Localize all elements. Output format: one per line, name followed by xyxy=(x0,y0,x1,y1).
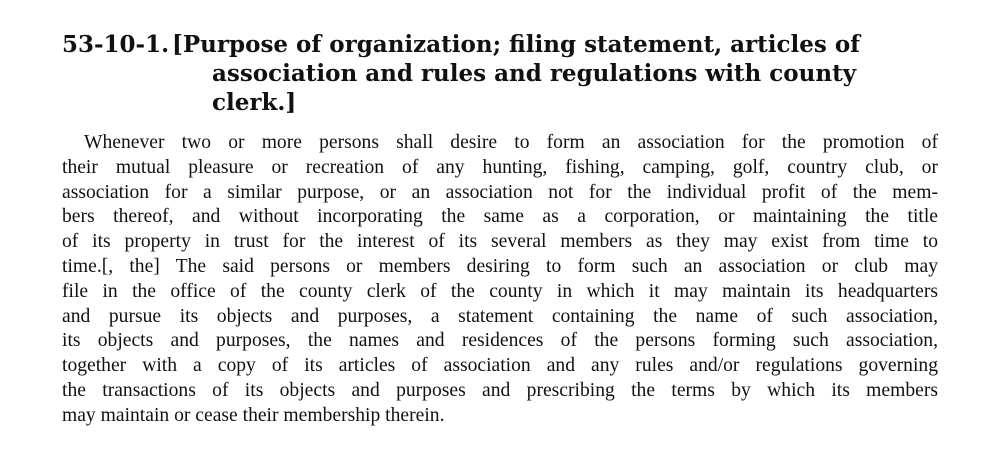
section-body xyxy=(62,131,938,429)
statute-section xyxy=(62,30,942,429)
body-line: of its property in trust for the interest of its several members as they may exist from time to xyxy=(62,231,938,253)
body-line: may maintain or cease their membership therein. xyxy=(62,404,445,426)
section-number: 53-10-1. xyxy=(62,31,170,58)
section-heading xyxy=(62,30,942,117)
body-line: Whenever two or more persons shall desire to form an association for the promotion of xyxy=(84,132,938,153)
body-line: its objects and purposes, the names and residences of the persons forming such association, xyxy=(62,330,938,352)
body-line: together with a copy of its articles of association and any rules and/or regulations governing xyxy=(62,355,938,377)
body-line: and pursue its objects and purposes, a statement containing the name of such association, xyxy=(62,305,938,327)
body-line: the transactions of its objects and purposes and prescribing the terms by which its members xyxy=(62,379,938,401)
body-line: association for a similar purpose, or an association not for the individual profit of the mem- xyxy=(62,181,938,203)
body-line: bers thereof, and without incorporating the same as a corporation, or maintaining the title xyxy=(62,206,938,228)
section-title: [Purpose of organization; filing statement, articles of association and rules and regulations with county clerk.] xyxy=(172,31,861,116)
body-line: their mutual pleasure or recreation of any hunting, fishing, camping, golf, country club, or xyxy=(62,156,938,178)
body-line: time.[, the] The said persons or members desiring to form such an association or club may xyxy=(62,255,938,277)
body-line: file in the office of the county clerk of the county in which it may maintain its headquarters xyxy=(62,280,938,302)
